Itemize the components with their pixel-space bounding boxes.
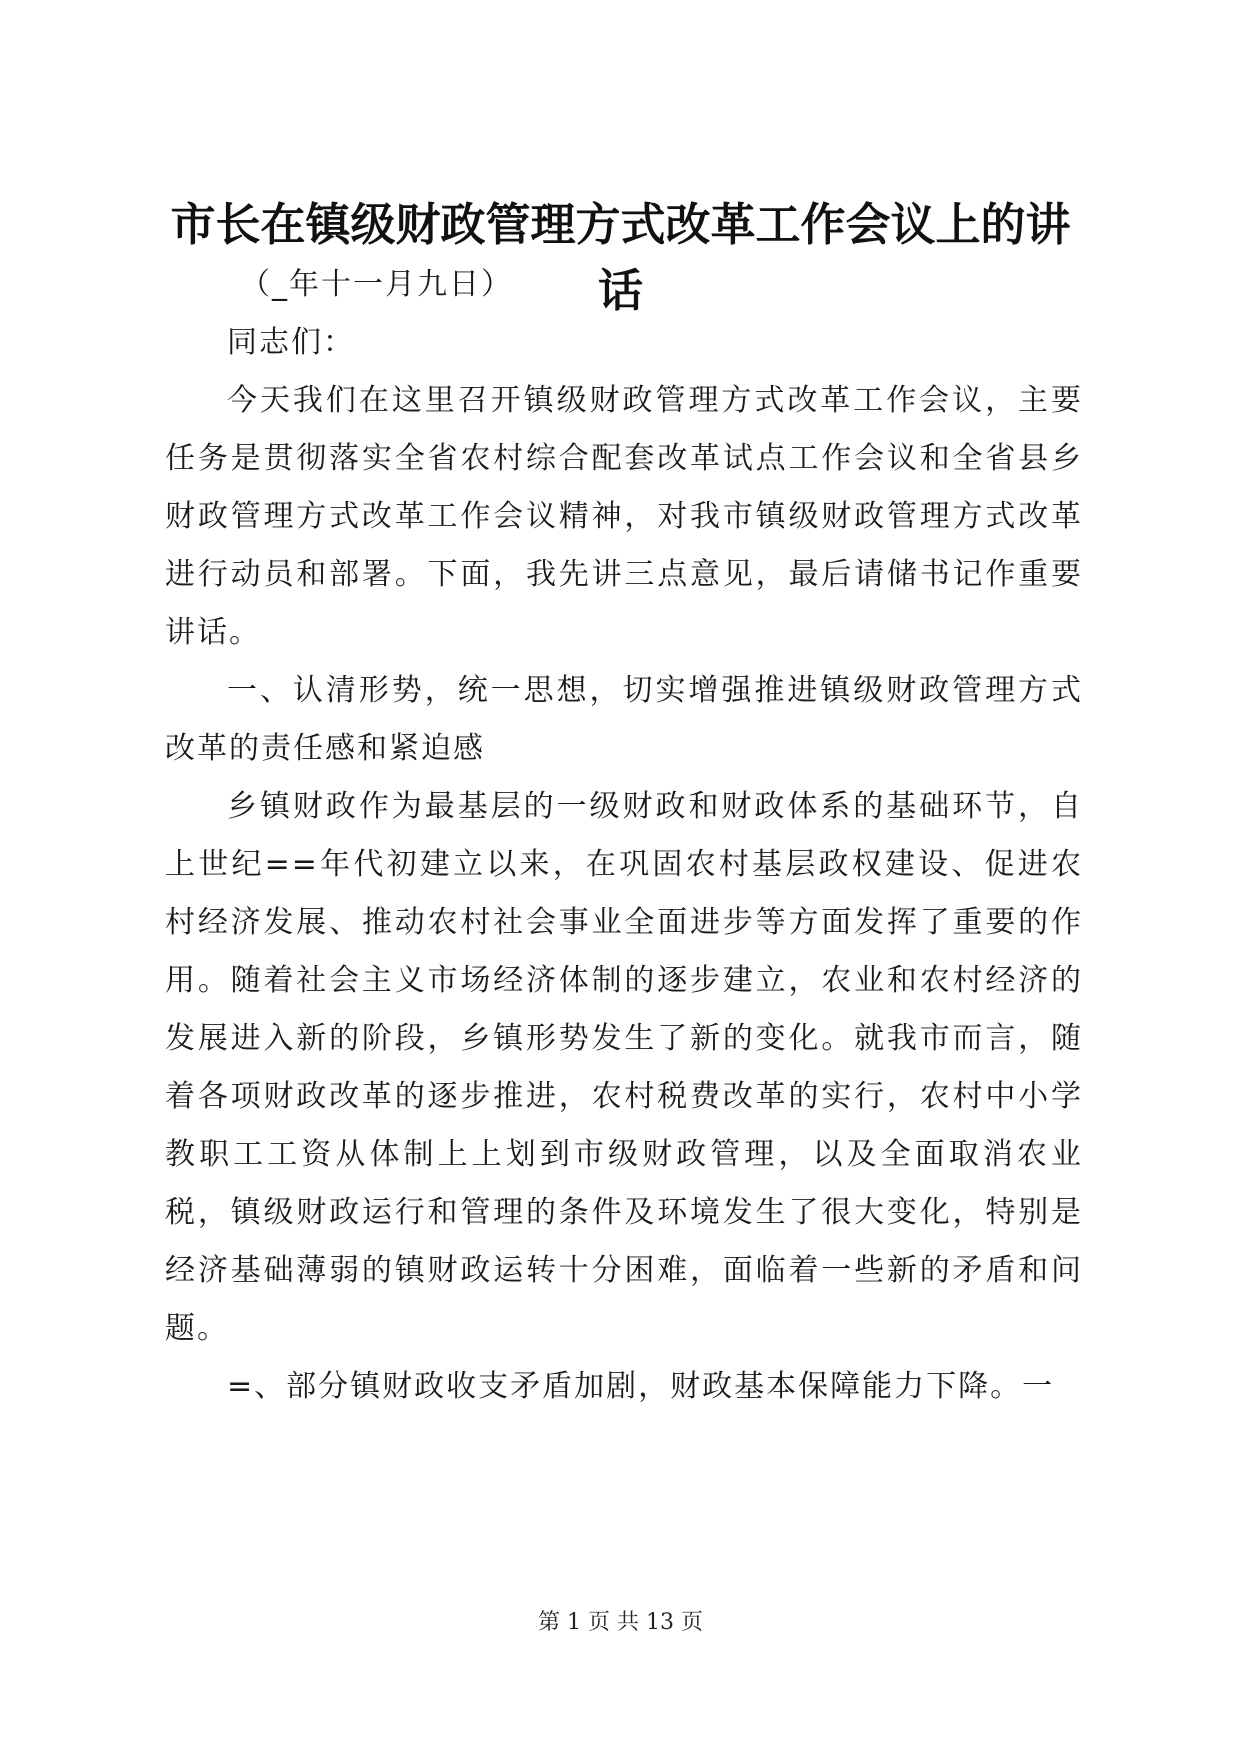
paragraph: 今天我们在这里召开镇级财政管理方式改革工作会议，主要任务是贯彻落实全省农村综合配套改革试点工作会议和全省县乡财政管理方式改革工作会议精神，对我市镇级财政管理方式改革进行动员和部署。下面，我先讲三点意见，最后请储书记作重要讲话。	[165, 383, 1083, 650]
paragraph: =、部分镇财政收支矛盾加剧，财政基本保障能力下降。一	[227, 1369, 1055, 1404]
speech-date: （_年十一月九日）	[240, 267, 513, 302]
document-title: 市长在镇级财政管理方式改革工作会议上的讲话	[170, 198, 1071, 317]
section-heading: 一、认清形势，统一思想，切实增强推进镇级财政管理方式改革的责任感和紧迫感	[165, 673, 1083, 766]
paragraph: 乡镇财政作为最基层的一级财政和财政体系的基础环节，自上世纪==年代初建立以来，在巩固农村基层政权建设、促进农村经济发展、推动农村社会事业全面进步等方面发挥了重要的作用。随着社会主义市场经济体制的逐步建立，农业和农村经济的发展进入新的阶段，乡镇形势发生了新的变化。就我市而言，随着各项财政改革的逐步推进，农村税费改革的实行，农村中小学教职工工资从体制上上划到市级财政管理，以及全面取消农业税，镇级财政运行和管理的条件及环境发生了很大变化，特别是经济基础薄弱的镇财政运转十分困难，面临着一些新的矛盾和问题。	[165, 789, 1083, 1346]
salutation: 同志们：	[227, 325, 355, 360]
page-number-footer: 第 1 页 共 13 页	[538, 1610, 703, 1635]
document-body	[165, 256, 1083, 1416]
